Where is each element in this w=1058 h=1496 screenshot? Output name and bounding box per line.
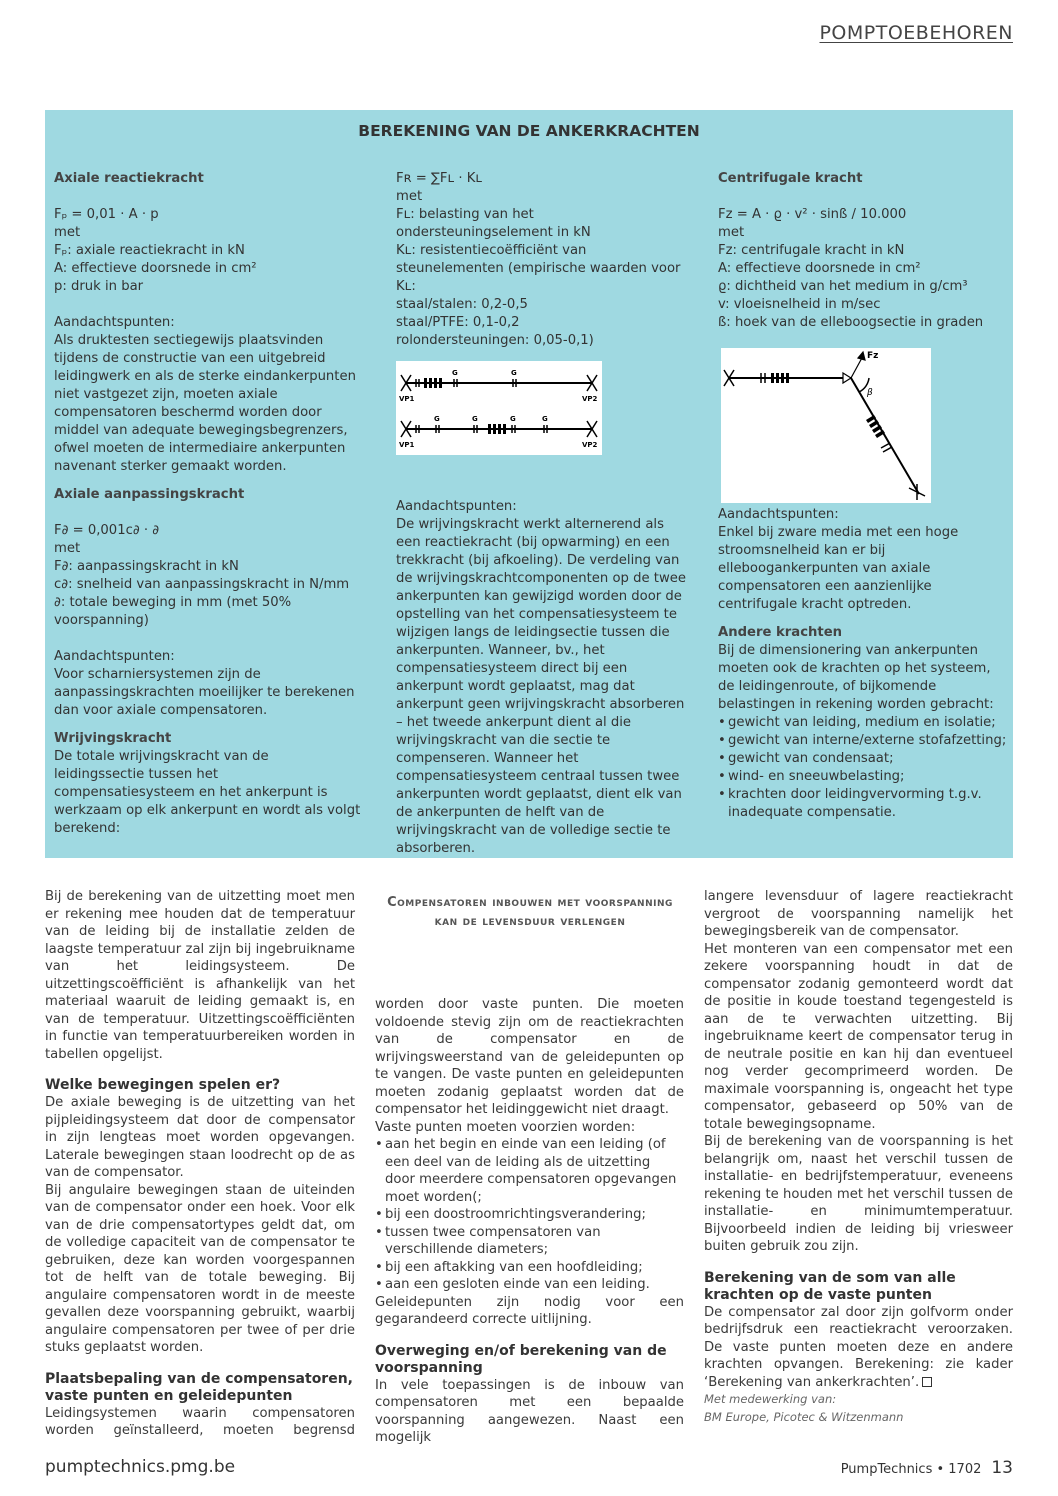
article-column-2 [375,996,684,1447]
wrijving-text: De totale wrijvingskracht van de leidingssectie tussen het compensatiesysteem en het ankerpunt is werkzaam op elk ankerpunt en wordt als volgt berekend: [54,749,361,836]
page-number: 13 [991,1458,1013,1478]
def-kl: Kʟ: resistentiecoëfficiënt van steunelementen (empirische waarden voor Kʟ: [396,243,681,294]
kl-value-1: staal/stalen: 0,2-0,5 [396,297,528,312]
credit-label: Met medewerking van: [704,1392,837,1406]
label-g: G [511,369,517,377]
heading-axiale-reactiekracht: Axiale reactiekracht [54,171,204,186]
def-fd: F∂: aanpassingskracht in kN [54,559,239,574]
label-g: G [472,415,478,423]
heading-axiale-aanpassingskracht: Axiale aanpassingskracht [54,487,245,502]
def-cd: c∂: snelheid van aanpassingskracht in N/mm [54,577,350,592]
article-paragraph: Bij de berekening van de uitzetting moet men er rekening mee houden dat de temperatuur van de leiding bij de installatie zelden de laagste temperatuur zal zijn bij ingebruikname van het leidingsysteem. De uitzettingscoëfficiënt is afhankelijk van het materiaal waaruit de leiding gemaakt is, en van de temperatuur. Uitzettingscoëfficiënten in functie van temperatuurbereiken worden in tabellen opgelijst. [45,889,355,1062]
article-paragraph [704,1304,1013,1392]
def-a: A: effectieve doorsnede in cm² [54,261,257,276]
met-label: met [396,189,423,204]
aandachtspunten-label: Aandachtspunten: [54,649,175,664]
label-vp2: VP2 [582,395,598,403]
met-label: met [718,225,745,240]
def-fz: Fᴢ: centrifugale kracht in kN [718,243,905,258]
article-paragraph: Het monteren van een compensator met een zekere voorspanning houdt in dat de compensator zodanig gemonteerd wordt dat de positie in koude toestand tegengesteld is aan de te verwachten uitzetting. Bij ingebruikname keert de compensator terug in de neutrale positie en kan hij dan eventueel nog verder gecomprimeerd worden. De maximale voorspanning is, ongeacht het type compensator, gebaseerd op 50% van de totale bewegingsopname. [704,941,1013,1132]
label-vp1: VP1 [399,441,415,449]
article-paragraph: De axiale beweging is de uitzetting van het pijpleidingsysteem dat door de compensator in zijn lengteas moet worden opgevangen. Laterale bewegingen staan loodrecht op de as van de compensator. [45,1095,355,1180]
def-p: p: druk in bar [54,279,144,294]
article-paragraph: In vele toepassingen is de inbouw van compensatoren met een bepaalde voorspanning aangewezen. Naast een mogelijk [375,1377,684,1445]
andere-krachten-list [718,714,1008,822]
heading-som-krachten: Berekening van de som van alle krachten op de vaste punten [704,1269,956,1303]
formula-fz: Fᴢ = A · ϱ · v² · sinß / 10.000 [718,207,907,222]
formula-fd: F∂ = 0,001c∂ · ∂ [54,523,160,538]
footer-url-link[interactable]: pumptechnics.pmg.be [45,1457,236,1477]
label-vp2: VP2 [582,441,598,449]
box-column-1 [54,170,362,838]
article-paragraph-text: De compensator zal door zijn golfvorm onder bedrijfsdruk een reactiekracht veroorzaken. De vaste punten moeten deze en andere krachten opvangen. Berekening: zie kader ‘Berekening van ankerkrachten’. [704,1304,1013,1390]
heading-andere-krachten: Andere krachten [718,625,843,640]
list-item: • bij een doostroomrichtingsverandering; [375,1206,684,1224]
def-fl: Fʟ: belasting van het ondersteuningselement in kN [396,207,591,240]
pull-quote: Compensatoren inbouwen met voorspanning kan de levensduur verlengen [387,895,673,929]
article-column-1 [45,888,355,1440]
def-rho: ϱ: dichtheid van het medium in g/cm³ [718,279,968,294]
label-vp1: VP1 [399,395,415,403]
aandachtspunten-text: Als druktesten sectiegewijs plaatsvinden tijdens de constructie van een uitgebreid leidingwerk en als de sterke eindankerpunten niet vastgezet zijn, moeten axiale compensatoren beschermd worden door middel van adequate bewegingsbegrenzers, ofwel moeten de intermediaire ankerpunten navenant sterker gemaakt worden. [54,333,356,474]
def-d: ∂: totale beweging in mm (met 50% voorspanning) [54,595,292,628]
formula-fr: Fʀ = ∑Fʟ · Kʟ [396,171,483,186]
list-item: • gewicht van leiding, medium en isolatie; [718,714,1008,732]
heading-wrijvingskracht: Wrijvingskracht [54,731,172,746]
article-paragraph: Bij de berekening van de voorspanning is het belangrijk om, naast het verschil tussen de installatie- en bedrijfstemperatuur, eveneens rekening te houden met het verschil tussen de installatie- en minimumtemperatuur. Bijvoorbeeld indien de leiding bij vriesweer buiten gebruik zou zijn. [704,1134,1013,1254]
met-label: met [54,541,81,556]
heading-overweging: Overweging en/of berekening van de voorspanning [375,1342,667,1376]
kl-value-3: rolondersteuningen: 0,05-0,1) [396,333,594,348]
aandachtspunten-text: De wrijvingskracht werkt alternerend als een reactiekracht (bij opwarming) en een trekkracht (bij afkoeling). De verdeling van de wrijvingskrachtcomponenten op de twee ankerpunten kan gewijzigd worden door de opstelling van het compensatiesysteem te wijzigen langs de leidingsectie tussen die ankerpunten. Wanneer, bv., het compensatiesysteem direct bij een ankerpunt wordt geplaatst, mag dat ankerpunt geen wrijvingskracht absorberen – het tweede ankerpunt dient al die wrijvingskracht van die sectie te compenseren. Wanneer het compensatiesysteem centraal tussen twee ankerpunten wordt geplaatst, dient elk van de ankerpunten de helft van de wrijvingskracht van de volledige sectie te absorberen. [396,517,686,856]
heading-bewegingen: Welke bewegingen spelen er? [45,1077,281,1093]
article-paragraph: langere levensduur of lagere reactiekracht vergroot de voorspanning namelijk het bewegingsbereik van de compensator. [704,889,1013,939]
andere-text: Bij de dimensionering van ankerpunten moeten ook de krachten op het systeem, de leidingenroute, of bijkomende belastingen in rekening worden gebracht: [718,643,994,712]
def-a: A: effectieve doorsnede in cm² [718,261,921,276]
force-arrow-icon [843,352,865,383]
aandachtspunten-label: Aandachtspunten: [54,315,175,330]
label-g: G [434,415,440,423]
list-item: • aan een gesloten einde van een leiding. [375,1276,684,1294]
label-g: G [542,415,548,423]
article-paragraph: Leidingsystemen waarin compensatoren worden geïnstalleerd, moeten begrensd [45,1405,355,1438]
footer-magazine [841,1458,1013,1478]
aandachtspunten-label: Aandachtspunten: [396,499,517,514]
label-beta: β [867,388,873,398]
aandachtspunten-label: Aandachtspunten: [718,507,839,522]
aandachtspunten-text: Enkel bij zware media met een hoge stroomsnelheid kan er bij elleboogankerpunten van axiale compensatoren een aanzienlijke centrifugale kracht optreden. [718,525,959,612]
def-v: v: vloeisnelheid in m/sec [718,297,881,312]
heading-plaatsbepaling: Plaatsbepaling van de compensatoren, vaste punten en geleidepunten [45,1370,353,1404]
list-item: • krachten door leidingvervorming t.g.v. inadequate compensatie. [718,786,1008,822]
centrifugal-elbow-diagram [721,348,931,503]
credit-names: BM Europe, Picotec & Witzenmann [704,1409,904,1424]
article-column-3 [704,888,1013,1426]
met-label: met [54,225,81,240]
list-item: • wind- en sneeuwbelasting; [718,768,1008,786]
friction-pipe-diagram [396,361,602,455]
label-g: G [510,415,516,423]
list-item: • gewicht van condensaat; [718,750,1008,768]
box-title: BEREKENING VAN DE ANKERKRACHTEN [358,122,700,140]
list-item: • gewicht van interne/externe stofafzetting; [718,732,1008,750]
anchor-icon [909,484,925,500]
aandachtspunten-text: Voor scharniersystemen zijn de aanpassingskrachten moeilijker te berekenen dan voor axiale compensatoren. [54,667,355,718]
vaste-punten-list [375,1136,684,1294]
section-title: POMPTOEBEHOREN [819,22,1013,44]
label-g: G [452,369,458,377]
formula-fp: Fₚ = 0,01 · A · p [54,207,159,222]
kl-value-2: staal/PTFE: 0,1-0,2 [396,315,520,330]
list-item: • tussen twee compensatoren van verschillende diameters; [375,1224,684,1259]
list-item: • bij een aftakking van een hoofdleiding; [375,1259,684,1277]
calculation-box [45,110,1013,858]
article-paragraph: Vaste punten moeten voorzien worden: [375,1119,636,1135]
def-beta: ß: hoek van de elleboogsectie in graden [718,315,984,330]
heading-centrifugale-kracht: Centrifugale kracht [718,171,863,186]
label-fz: Fᴢ [867,351,879,361]
list-item: • aan het begin en einde van een leiding (of een deel van de leiding als de uitzetting door meerdere compensatoren opgevangen moet worden(; [375,1136,684,1206]
end-mark-icon [922,1377,932,1387]
box-column-2 [396,170,688,858]
article-paragraph: Bij angulaire bewegingen staan de uiteinden van de compensator onder een hoek. Voor elk van de drie compensatortypes geldt dat, om de volledige capaciteit van de compensator te gebruiken, deze kan worden voorgespannen tot de helft van de totale beweging. Bij angulaire compensatoren wordt in de meeste gevallen deze voorspanning gebruikt, waarbij angulaire compensatoren per twee of per drie stuks geplaatst worden. [45,1182,355,1355]
article-paragraph: Geleidepunten zijn nodig voor een gegarandeerd correcte uitlijning. [375,1294,684,1327]
def-fp: Fₚ: axiale reactiekracht in kN [54,243,245,258]
article-paragraph: worden door vaste punten. Die moeten voldoende stevig zijn om de reactiekrachten van de compensator en de wrijvingsweerstand van de geleidepunten op te vangen. De vaste punten en geleidepunten moeten zodanig geplaatst worden dat de compensator het leidinggewicht niet draagt. [375,997,684,1117]
magazine-issue: PumpTechnics • 1702 [840,1462,982,1477]
